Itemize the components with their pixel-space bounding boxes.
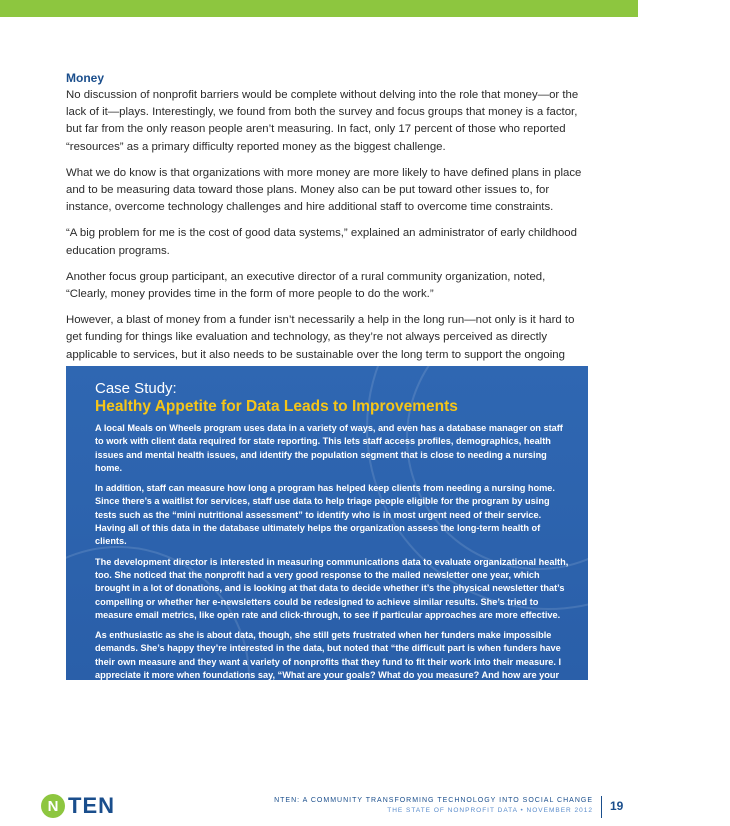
nten-logo: [41, 793, 115, 819]
footer-divider: [601, 796, 602, 818]
case-study-paragraph: In addition, staff can measure how long a program has helped keep clients from needing a nursing home. Since there’s a waitlist for services, staff use data to help triage people eligible for the program by using tests such as the “mini nutritional assessment” to identify who is in most urgent need of their service. Having all of this data in the database ultimately helps the organization assess the long-term health of clients.: [95, 483, 555, 547]
body-paragraph: However, a blast of money from a funder isn’t necessarily a help in the long run—not only is it hard to get funding for things like evaluation and technology, as they’re not always perceived as directly applicable to services, but it also needs to be sustainable over the long term to support the ongoing: [66, 314, 575, 361]
section-heading: Money: [66, 71, 105, 85]
body-paragraph: Another focus group participant, an executive director of a rural community organization, noted, “Clearly, money provides time in the form of more people to do the work.”: [66, 270, 546, 301]
case-study-paragraph: A local Meals on Wheels program uses data in a variety of ways, and even has a database manager on staff to work with client data required for state reporting. This lets staff access profiles, demographics, health issues and mental health issues, and identify the population segment that is close to needing a nursing home.: [95, 423, 563, 473]
case-study-title: Healthy Appetite for Data Leads to Improvements: [95, 398, 458, 415]
body-paragraph: No discussion of nonprofit barriers would be complete without delving into the role that money—or the lack of it—plays. Interestingly, we found from both the survey and focus groups that money is a factor, but far from the only reason people aren’t measuring. In fact, only 17 percent of those who reported “resources” as a primary difficulty reported money as the biggest challenge.: [66, 89, 579, 153]
body-paragraph: “A big problem for me is the cost of good data systems,” explained an administrator of early childhood education programs.: [66, 227, 577, 257]
case-study-paragraph: As enthusiastic as she is about data, though, she still gets frustrated when her funders make impossible demands. She’s happy they’re interested in the data, but noted that “the difficult part is when funders have their own measure and they want a variety of nonprofits that they fund to fit their work into their measure. I appreciate it more when foundations say, “What are your goals? What do you measure? And how are your results?... instead of only fitting it into the funder’s mold.”: [95, 630, 562, 694]
footer-tagline: NTEN: A COMMUNITY TRANSFORMING TECHNOLOGY INTO SOCIAL CHANGE: [274, 797, 593, 804]
page-number: 19: [610, 799, 624, 813]
logo-text: TEN: [68, 793, 115, 818]
case-study-label: Case Study:: [95, 380, 177, 397]
case-study-body: [95, 422, 573, 703]
logo-n-circle: N: [41, 794, 65, 818]
body-paragraph: What we do know is that organizations with more money are more likely to have defined plans in place and to be measuring data toward those plans. Money also can be put toward other issues to, for instance, overcome technology challenges and hire additional staff to overcome time constraints.: [66, 166, 582, 214]
case-study-box: [66, 366, 588, 694]
top-accent-bar: [0, 0, 638, 17]
footer-report-title: THE STATE OF NONPROFIT DATA • NOVEMBER 2012: [387, 807, 593, 814]
case-study-paragraph: The development director is interested in measuring communications data to evaluate organizational health, too. She noticed that the nonprofit had a very good response to the mailed newsletter one year, which brought in a lot of donations, and is looking at that data to decide whether it’s the physical newsletter that’s compelling or whether her e-newsletters could be redesigned to achieve similar results. She’s tried to measure email metrics, like open rate and click-through, to see if particular approaches are more effective.: [95, 556, 569, 620]
